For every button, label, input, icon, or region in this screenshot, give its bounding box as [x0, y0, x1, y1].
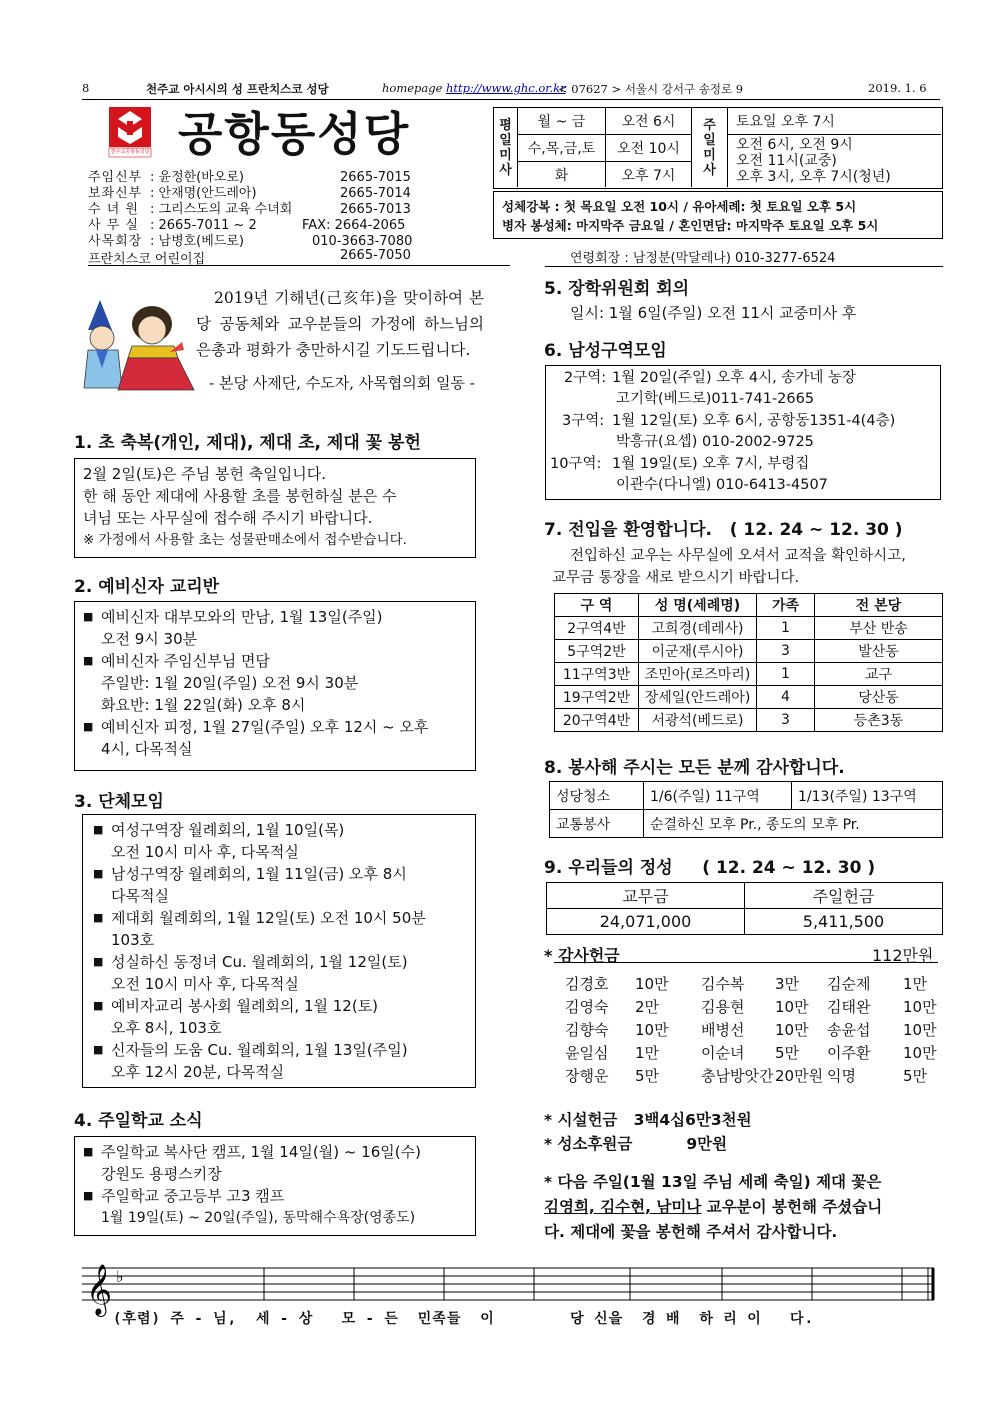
logo-caption: 천주교공항동성당 [110, 149, 150, 155]
section-4-box [74, 1136, 476, 1236]
donor-name: 윤일심 [565, 1044, 609, 1062]
table-row: 19구역2반 장세일(안드레아) 4 당산동 [555, 686, 943, 709]
table-row: 성당청소 1/6(주일) 11구역 1/13(주일) 13구역 [550, 782, 943, 810]
table-header-row: 구 역 성 명(세례명) 가족 전 본당 [555, 594, 943, 617]
section-3-box [82, 814, 476, 1088]
donor-amount: 20만원 [775, 1067, 824, 1085]
scholarship-meeting-time: 일시: 1월 6일(주일) 오전 11시 교중미사 후 [570, 304, 857, 322]
donor-amount: 10만 [635, 975, 669, 993]
staff-list [88, 170, 413, 250]
donor-amount: 10만 [775, 1021, 809, 1039]
staff-row: 보좌신부 : 안재명(안드레아) 2665-7014 [88, 186, 411, 201]
list-item: ■ 예비신자 대부모와의 만남, 1월 13일(주일) 오전 9시 30분 [83, 606, 467, 650]
thanks-offering-list [565, 973, 937, 1088]
children-hanbok-illustration-icon [82, 290, 200, 394]
transfer-table [554, 593, 943, 732]
list-item: ■ 주일학교 복사단 캠프, 1월 14일(월) ~ 16일(수) 강원도 용평스키장 [83, 1141, 467, 1185]
list-item: ■ 성실하신 동정녀 Cu. 월례회의, 1월 12일(토) 오전 10시 미사 후, 다목적실 [93, 951, 467, 995]
list-item: ■ 제대회 월례회의, 1월 12일(토) 오전 10시 50분 103호 [93, 907, 467, 951]
top-header-line [82, 78, 940, 100]
donor-amount: 5만 [903, 1067, 928, 1085]
donor-amount: 3만 [775, 975, 800, 993]
mass-day: 화 [518, 162, 606, 187]
section-8-title: 8. 봉사해 주시는 모든 분께 감사합니다. [544, 758, 845, 778]
section-6-box [545, 365, 941, 500]
donor-name: 김수복 [701, 975, 745, 993]
table-row [565, 973, 937, 996]
funeral-committee-contact: 연령회장 : 남정분(막달레나) 010-3277-6524 [570, 251, 836, 266]
list-item: ■ 남성구역장 월례회의, 1월 11일(금) 오후 8시 다목적실 [93, 863, 467, 907]
staff-row: 사 무 실 : 2665-7011 ~ 2 FAX: 2664-2065 [88, 218, 406, 233]
table-row: 2구역4반 고희경(데레사) 1 부산 반송 [555, 617, 943, 640]
section-5-title: 5. 장학위원회 회의 [544, 279, 690, 299]
sacrament-notes: 성체강복 : 첫 목요일 오전 10시 / 유아세례: 첫 토요일 오후 5시 병자 봉성체: 마지막주 금요일 / 혼인면담: 마지막주 토요일 오후 5시 [493, 191, 943, 239]
donor-amount: 2만 [635, 998, 660, 1016]
donor-amount: 10만 [903, 1021, 937, 1039]
facility-offering: * 시설헌금 3백4십6만3천원 [544, 1111, 752, 1129]
table-row [565, 996, 937, 1019]
table-row: 11구역3반 조민아(로즈마리) 1 교구 [555, 663, 943, 686]
donor-name: 김영숙 [565, 998, 609, 1016]
issue-date: 2019. 1. 6 [868, 81, 927, 95]
donor-name: 김향숙 [565, 1021, 609, 1039]
table-row: 20구역4반 서광석(베드로) 3 등촌3동 [555, 709, 943, 732]
table-header-row: 교무금 주일헌금 [547, 883, 943, 909]
section-4-title: 4. 주일학교 소식 [74, 1111, 203, 1131]
staff-row: 수 녀 원 : 그리스도의 교육 수녀회 2665-7013 [88, 202, 411, 217]
donor-name: 충남방앗간 [701, 1067, 774, 1085]
transfer-desc: 전입하신 교우는 사무실에 오셔서 교적을 확인하시고, [570, 548, 906, 564]
vocation-offering: * 성소후원금 9만원 [544, 1135, 728, 1153]
table-row [565, 1065, 937, 1088]
mass-time: 오전 6시 [606, 108, 692, 135]
section-7-title: 7. 전입을 환영합니다. ( 12. 24 ~ 12. 30 ) [544, 520, 903, 540]
saturday-mass: 토요일 오후 7시 [728, 108, 941, 135]
list-item: 3구역: 1월 12일(토) 오후 6시, 공항동1351-4(4층) 박흥규(요셉) 010-2002-9725 [562, 413, 896, 450]
table-row: 24,071,000 5,411,500 [547, 909, 943, 935]
list-item: 10구역: 1월 19일(토) 오후 7시, 부령집 이관수(다니엘) 010-6413-4507 [550, 456, 828, 493]
page-number: 8 [82, 81, 90, 95]
donor-name: 송윤섭 [827, 1021, 871, 1039]
list-item: ■ 여성구역장 월례회의, 1월 10일(목) 오전 10시 미사 후, 다목적실 [93, 819, 467, 863]
table-row [565, 1019, 937, 1042]
donor-amount: 1만 [635, 1044, 660, 1062]
donor-name: 김용현 [701, 998, 745, 1016]
list-item: ■ 예비신자 피정, 1월 27일(주일) 오후 12시 ~ 오후 4시, 다목적실 [83, 716, 467, 760]
homepage-link[interactable]: http://www.ghc.or.kr [446, 81, 566, 95]
table-row: 교통봉사 순결하신 모후 Pr., 종도의 모후 Pr. [550, 810, 943, 838]
thanks-offering-label: * 감사헌금 [544, 946, 620, 965]
table-row: 5구역2반 이군재(루시아) 3 발산동 [555, 640, 943, 663]
section-9-title: 9. 우리들의 정성 ( 12. 24 ~ 12. 30 ) [544, 858, 876, 878]
section-2-title: 2. 예비신자 교리반 [74, 577, 220, 597]
donor-name: 이순녀 [701, 1044, 745, 1062]
list-item: ■ 주일학교 중고등부 고3 캠프 1월 19일(토) ~ 20일(주일), 동막해수욕장(영종도) [83, 1185, 467, 1229]
donor-name: 배병선 [701, 1021, 745, 1039]
donor-name: 김태완 [827, 998, 871, 1016]
table-row [565, 1042, 937, 1065]
mass-schedule-table [493, 107, 943, 189]
donor-name: 김경호 [565, 975, 609, 993]
transfer-desc: 교무금 통장을 새로 받으시기 바랍니다. [552, 570, 800, 586]
list-item: 2구역: 1월 20일(주일) 오후 4시, 송가네 농장 고기학(베드로)011-741-2665 [564, 370, 856, 407]
altar-flower-notice: * 다음 주일(1월 13일 주님 세례 축일) 제대 꽃은 김영희, 김수현, 남미나 교우분이 봉헌해 주셨습니 다. 제대에 꽃을 봉헌해 주셔서 감사합니다. [544, 1173, 883, 1241]
staff-row: 사목회장 : 남병호(베드로) 010-3663-7080 [88, 234, 413, 249]
donor-amount: 10만 [903, 998, 937, 1016]
list-item: ■ 예비자교리 봉사회 월례회의, 1월 12(토) 오후 8시, 103호 [93, 995, 467, 1039]
greeting-signature: - 본당 사제단, 수도자, 사목협의회 일동 - [209, 374, 475, 392]
homepage-label: homepage [382, 81, 443, 95]
treble-clef-icon: 𝄞 [86, 1264, 113, 1315]
kindergarten-line: 프란치스코 어린이집 2665-7050 [88, 248, 510, 266]
divider [545, 266, 943, 267]
mass-time: 오후 7시 [606, 162, 692, 187]
section-1-title: 1. 초 축복(개인, 제대), 제대 초, 제대 꽃 봉헌 [74, 433, 421, 453]
new-year-greeting: 2019년 기해년(己亥年)을 맞이하여 본당 공동체와 교우분들의 가정에 하느님의 은총과 평화가 충만하시길 기도드립니다. [196, 289, 484, 359]
sunday-mass-label: 주 일 미 사 [692, 108, 728, 187]
donor-amount: 10만 [775, 998, 809, 1016]
section-6-title: 6. 남성구역모임 [544, 341, 667, 361]
mass-time: 오전 10시 [606, 135, 692, 162]
donor-name: 이주환 [827, 1044, 871, 1062]
section-2-box [74, 601, 476, 771]
service-table [549, 781, 943, 838]
thanks-offering-total: 112만원 [872, 946, 934, 965]
section-1-box: 2월 2일(토)은 주님 봉헌 축일입니다. 한 해 동안 제대에 사용할 초를 봉헌하실 분은 수 녀님 또는 사무실에 접수해 주시기 바랍니다. ※ 가정에서 사용할 초는 성물판매소에서 접수받습니다. [74, 458, 476, 558]
donor-amount: 5만 [775, 1044, 800, 1062]
mass-day: 월 ~ 금 [518, 108, 606, 135]
page-title: 공항동성당 [178, 107, 411, 161]
svg-text:♭: ♭ [116, 1267, 124, 1286]
parish-name: 천주교 아시시의 성 프란치스코 성당 [146, 82, 329, 96]
sunday-mass-times: 오전 6시, 오전 9시 오전 11시(교중) 오후 3시, 오후 7시(청년) [736, 137, 891, 185]
donor-name: 익명 [827, 1067, 856, 1085]
mass-day: 수,목,금,토 [518, 135, 606, 162]
refrain-lyrics: (후렴) 주 - 님, 세 - 상 모 - 든 민족들 이 당 신을 경 배 하 리 이 다. [113, 1311, 815, 1327]
section-3-title: 3. 단체모임 [74, 792, 164, 812]
list-item: ■ 신자들의 도움 Cu. 월례회의, 1월 13일(주일) 오후 12시 20분, 다목적실 [93, 1039, 467, 1083]
offering-table [546, 882, 943, 935]
address: < 07627 > 서울시 강서구 송정로 9 [558, 82, 744, 96]
list-item: ■ 예비신자 주임신부님 면담 주일반: 1월 20일(주일) 오전 9시 30분 화요반: 1월 22일(화) 오후 8시 [83, 650, 467, 716]
donor-amount: 10만 [903, 1044, 937, 1062]
donor-amount: 5만 [635, 1067, 660, 1085]
donor-amount: 10만 [635, 1021, 669, 1039]
weekday-mass-label: 평 일 미 사 [494, 108, 518, 187]
staff-row: 주임신부 : 윤정한(바오로) 2665-7015 [88, 170, 411, 185]
donor-name: 장행운 [565, 1067, 609, 1085]
donor-name: 김순제 [827, 975, 871, 993]
donor-amount: 1만 [903, 975, 928, 993]
